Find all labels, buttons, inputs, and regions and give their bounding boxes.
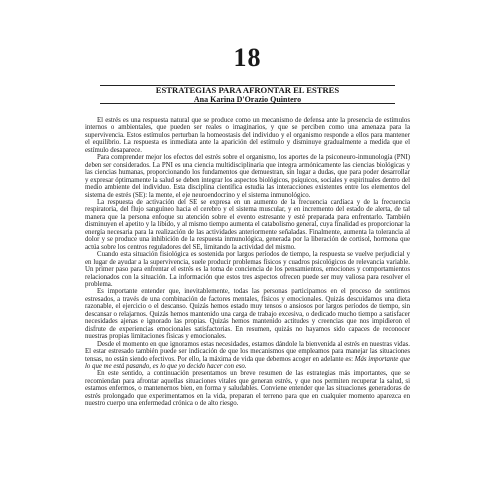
paragraph: Es importante entender que, inevitablemente, todas las personas participamos en el proceso de sentirnos estresados, a través de una combinación de factores mentales, físicos y emocionales. Quizás descuidamos una dieta razonable, el ejercicio o el descanso. Quizás hemos estado muy tensos o ansiosos por largos períodos de tiempo, sin descansar o relajarnos. Quizás hemos mantenido una carga de trabajo excesiva, o dedicado mucho tiempo a satisfacer necesidades ajenas e ignorado las propias. Quizás hemos mantenido actitudes y creencias que nos impidieron el disfrute de experiencias emocionales satisfactorias. En resumen, quizás no hayamos sido capaces de reconocer nuestras propias limitaciones físicas y emocionales. bbox=[85, 288, 410, 341]
chapter-number: 18 bbox=[233, 43, 262, 72]
life-maxim: Más importante que lo que me está pasando, es lo que yo decido hacer con eso. bbox=[85, 355, 410, 370]
paragraph: La respuesta de activación del SE se expresa en un aumento de la frecuencia cardíaca y de la frecuencia respiratoria, del flujo sanguíneo hacia el cerebro y el sistema muscular, y en incremento del estado de alerta, de tal manera que la persona enfoque su atención sobre el evento estresante y esté preparada para enfrentarlo. También disminuyen el apetito y la libido, y al mismo tiempo aumenta el catabolismo general, cuya finalidad es proporcionar la energía necesaria para la realización de las actividades anteriormente señaladas. Finalmente, aumenta la tolerancia al dolor y se produce una inhibición de la respuesta inmunológica, generada por la liberación de cortisol, hormona que actúa sobre los centros reguladores del SE, limitando la actividad del mismo. bbox=[85, 198, 410, 251]
paragraph: En este sentido, a continuación presentamos un breve resumen de las estrategias más importantes, que se recomiendan para afrontar aquellas situaciones vitales que generan estrés, y que nos permiten recuperar la salud, si estamos enfermos, o mantenernos bien, en forma y saludables. Conviene entender que las situaciones generadoras de estrés prolongado que experimentamos en la vida, preparan el terreno para que en cualquier momento aparezca en nuestro cuerpo una enfermedad crónica o de alto riesgo. bbox=[85, 370, 410, 408]
paragraph: Para comprender mejor los efectos del estrés sobre el organismo, los aportes de la psiconeuro-inmunología (PNI) deben ser considerados. La PNI es una ciencia multidisciplinaria que integra armónicamente las ciencias biológicas y las ciencias humanas, proporcionando los fundamentos que demuestran, sin lugar a dudas, que para poder desarrollar y expresar óptimamente la salud se deben integrar los aspectos biológicos, psíquicos, sociales y espirituales dentro del medio ambiente del individuo. Esta disciplina científica estudia las interacciones existentes entre los elementos del sistema de estrés (SE): la mente, el eje neuroendocrino y el sistema inmunológico. bbox=[85, 154, 410, 199]
paragraph-text: Desde el momento en que ignoramos estas necesidades, estamos dándole la bienvenida al estrés en nuestras vidas. El estar estresado también puede ser indicación de que los mecanismos que empleamos para manejar las situaciones tensas, no están siendo efectivos. Por ello, la máxima de vida que debemos acoger en adelante es: bbox=[85, 340, 410, 363]
title-rule-bottom bbox=[100, 103, 395, 104]
paragraph: El estrés es una respuesta natural que se produce como un mecanismo de defensa ante la presencia de estímulos internos o ambientales, que pueden ser reales o imaginarios, y que se perciben como una amenaza para la supervivencia. Estos estímulos perturban la homeostasis del individuo y el organismo responde a ellos para mantener el equilibrio. La respuesta es inmediata ante la aparición del estímulo y disminuye gradualmente a medida que el estímulo desaparece. bbox=[85, 117, 410, 154]
body-text bbox=[85, 117, 410, 408]
chapter-title: ESTRATEGIAS PARA AFRONTAR EL ESTRES bbox=[155, 85, 340, 95]
paragraph: Cuando esta situación fisiológica es sostenida por largos períodos de tiempo, la respuesta se vuelve perjudicial y en lugar de ayudar a la supervivencia, suele producir problemas físicos y cuadros psicológicos de relevancia variable. Un primer paso para enfrentar el estrés es la toma de conciencia de los pensamientos, emociones y comportamientos relacionados con la situación. La información que estos tres aspectos ofrecen puede ser muy valiosa para resolver el problema. bbox=[85, 251, 410, 288]
chapter-author: Ana Karina D'Orazio Quintero bbox=[193, 95, 302, 104]
paragraph bbox=[85, 341, 410, 371]
